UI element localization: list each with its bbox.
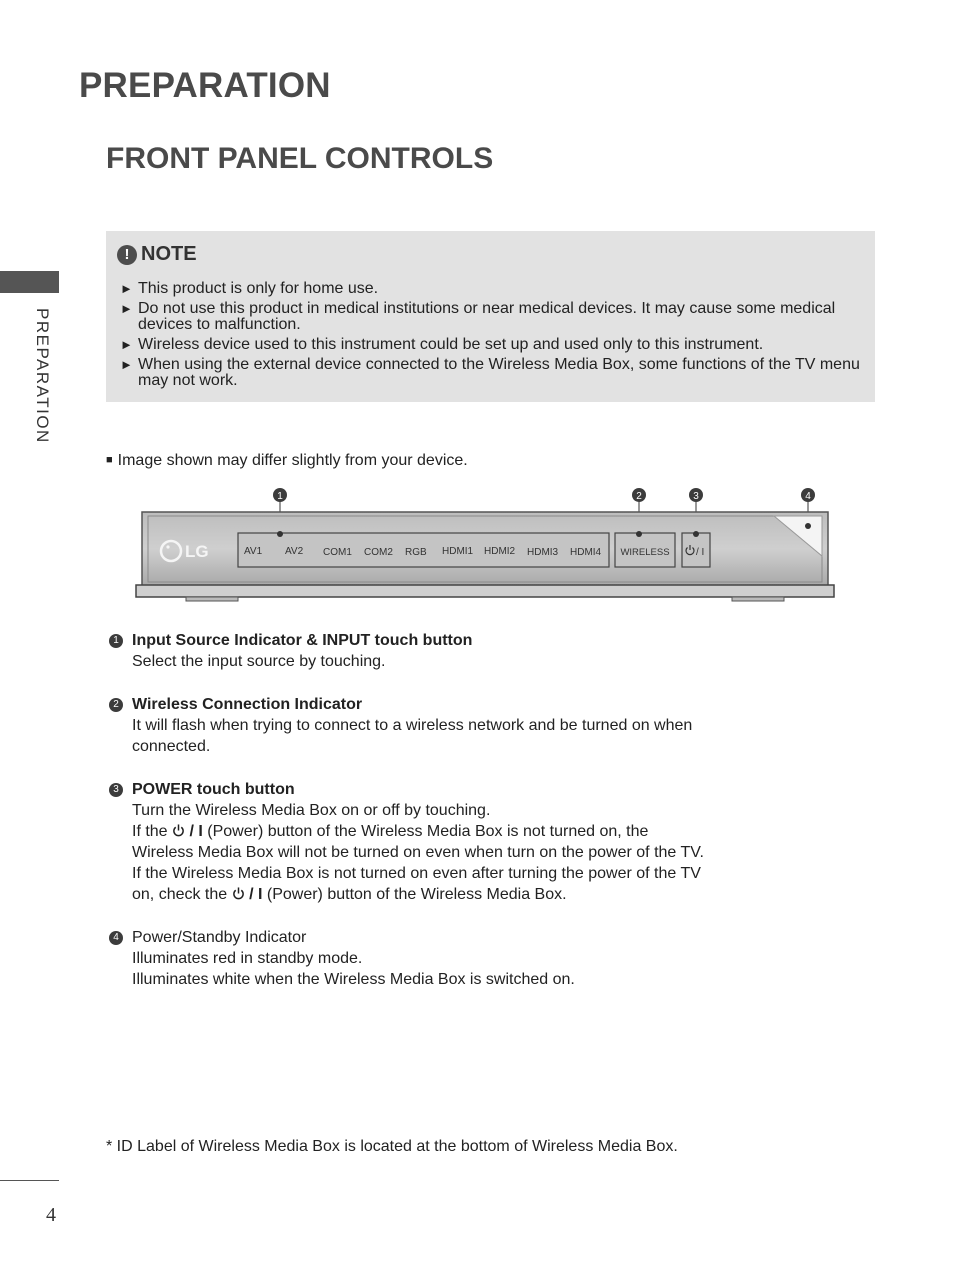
note-item: ► When using the external device connected to the Wireless Media Box, some functions of the TV menu may not work. xyxy=(120,356,860,389)
callout-title: Power/Standby Indicator xyxy=(132,929,307,946)
input-com1: COM1 xyxy=(323,547,352,558)
callout-text: Turn the Wireless Media Box on or off by touching. xyxy=(132,802,491,819)
power-label: / I xyxy=(696,547,705,558)
arrow-icon: ► xyxy=(120,281,133,296)
callout-item xyxy=(106,927,806,990)
footer-rule xyxy=(0,1180,59,1181)
marker-3 xyxy=(689,488,703,502)
marker-2-label: 2 xyxy=(636,491,642,502)
power-icon xyxy=(232,887,245,900)
arrow-icon: ► xyxy=(120,337,133,352)
callout-text: Illuminates red in standby mode. xyxy=(132,950,363,967)
section-title: FRONT PANEL CONTROLS xyxy=(106,142,494,175)
side-tab-marker xyxy=(0,271,59,293)
power-icon xyxy=(172,824,185,837)
note-item: ► Wireless device used to this instrument could be set up and used only to this instrument. xyxy=(120,336,764,353)
page-number: 4 xyxy=(46,1204,56,1226)
front-panel-illustration xyxy=(134,484,836,606)
callout-text: Wireless Media Box will not be turned on even when turn on the power of the TV. xyxy=(132,844,704,861)
marker-1-label: 1 xyxy=(277,491,283,502)
page-title: PREPARATION xyxy=(79,66,331,105)
callout-title: Input Source Indicator & INPUT touch button xyxy=(132,632,473,649)
input-rgb: RGB xyxy=(405,547,427,558)
standby-led xyxy=(805,523,811,529)
callout-text: Select the input source by touching. xyxy=(132,653,386,670)
lg-logo-text: LG xyxy=(185,542,209,561)
arrow-icon: ► xyxy=(120,301,133,316)
callout-text: Illuminates white when the Wireless Media Box is switched on. xyxy=(132,971,575,988)
marker-2 xyxy=(632,488,646,502)
panel-base xyxy=(136,585,834,597)
note-title: NOTE xyxy=(141,243,197,265)
footnote: * ID Label of Wireless Media Box is located at the bottom of Wireless Media Box. xyxy=(106,1138,678,1155)
callout-text: on, check the / I (Power) button of the Wireless Media Box. xyxy=(132,886,567,903)
input-av1: AV1 xyxy=(244,546,263,557)
callout-number: 4 xyxy=(109,931,123,945)
arrow-icon: ► xyxy=(120,357,133,372)
callout-text: If the Wireless Media Box is not turned on even after turning the power of the TV xyxy=(132,865,701,882)
callout-item xyxy=(106,694,806,757)
callout-number: 2 xyxy=(109,698,123,712)
marker-4 xyxy=(801,488,815,502)
note-header xyxy=(117,243,197,266)
exclamation-icon: ! xyxy=(117,245,137,265)
input-hdmi3: HDMI3 xyxy=(527,547,559,558)
callout-text: It will flash when trying to connect to a wireless network and be turned on when xyxy=(132,717,693,734)
note-list xyxy=(120,281,865,393)
input-hdmi1: HDMI1 xyxy=(442,546,474,557)
wireless-label: WIRELESS xyxy=(620,547,670,558)
callout-item xyxy=(106,630,806,672)
callout-text: If the / I (Power) button of the Wireless Media Box is not turned on, the xyxy=(132,823,649,840)
callout-text: connected. xyxy=(132,738,211,755)
callout-number: 1 xyxy=(109,634,123,648)
side-section-label: PREPARATION xyxy=(33,308,52,444)
input-av2: AV2 xyxy=(285,546,304,557)
note-item: ► Do not use this product in medical institutions or near medical devices. It may cause some medical devices to malfunction. xyxy=(120,300,836,333)
callout-title: POWER touch button xyxy=(132,781,295,798)
marker-4-label: 4 xyxy=(805,491,811,502)
image-disclaimer: ■ Image shown may differ slightly from your device. xyxy=(106,452,468,469)
callout-item xyxy=(106,779,806,905)
input-com2: COM2 xyxy=(364,547,393,558)
note-item: ► This product is only for home use. xyxy=(120,280,379,297)
input-hdmi4: HDMI4 xyxy=(570,547,602,558)
callout-title: Wireless Connection Indicator xyxy=(132,696,363,713)
square-bullet-icon: ■ xyxy=(106,454,113,466)
callout-list xyxy=(106,630,806,1012)
note-box xyxy=(106,231,875,402)
input-hdmi2: HDMI2 xyxy=(484,546,516,557)
marker-1 xyxy=(273,488,287,502)
marker-3-label: 3 xyxy=(693,491,699,502)
callout-number: 3 xyxy=(109,783,123,797)
